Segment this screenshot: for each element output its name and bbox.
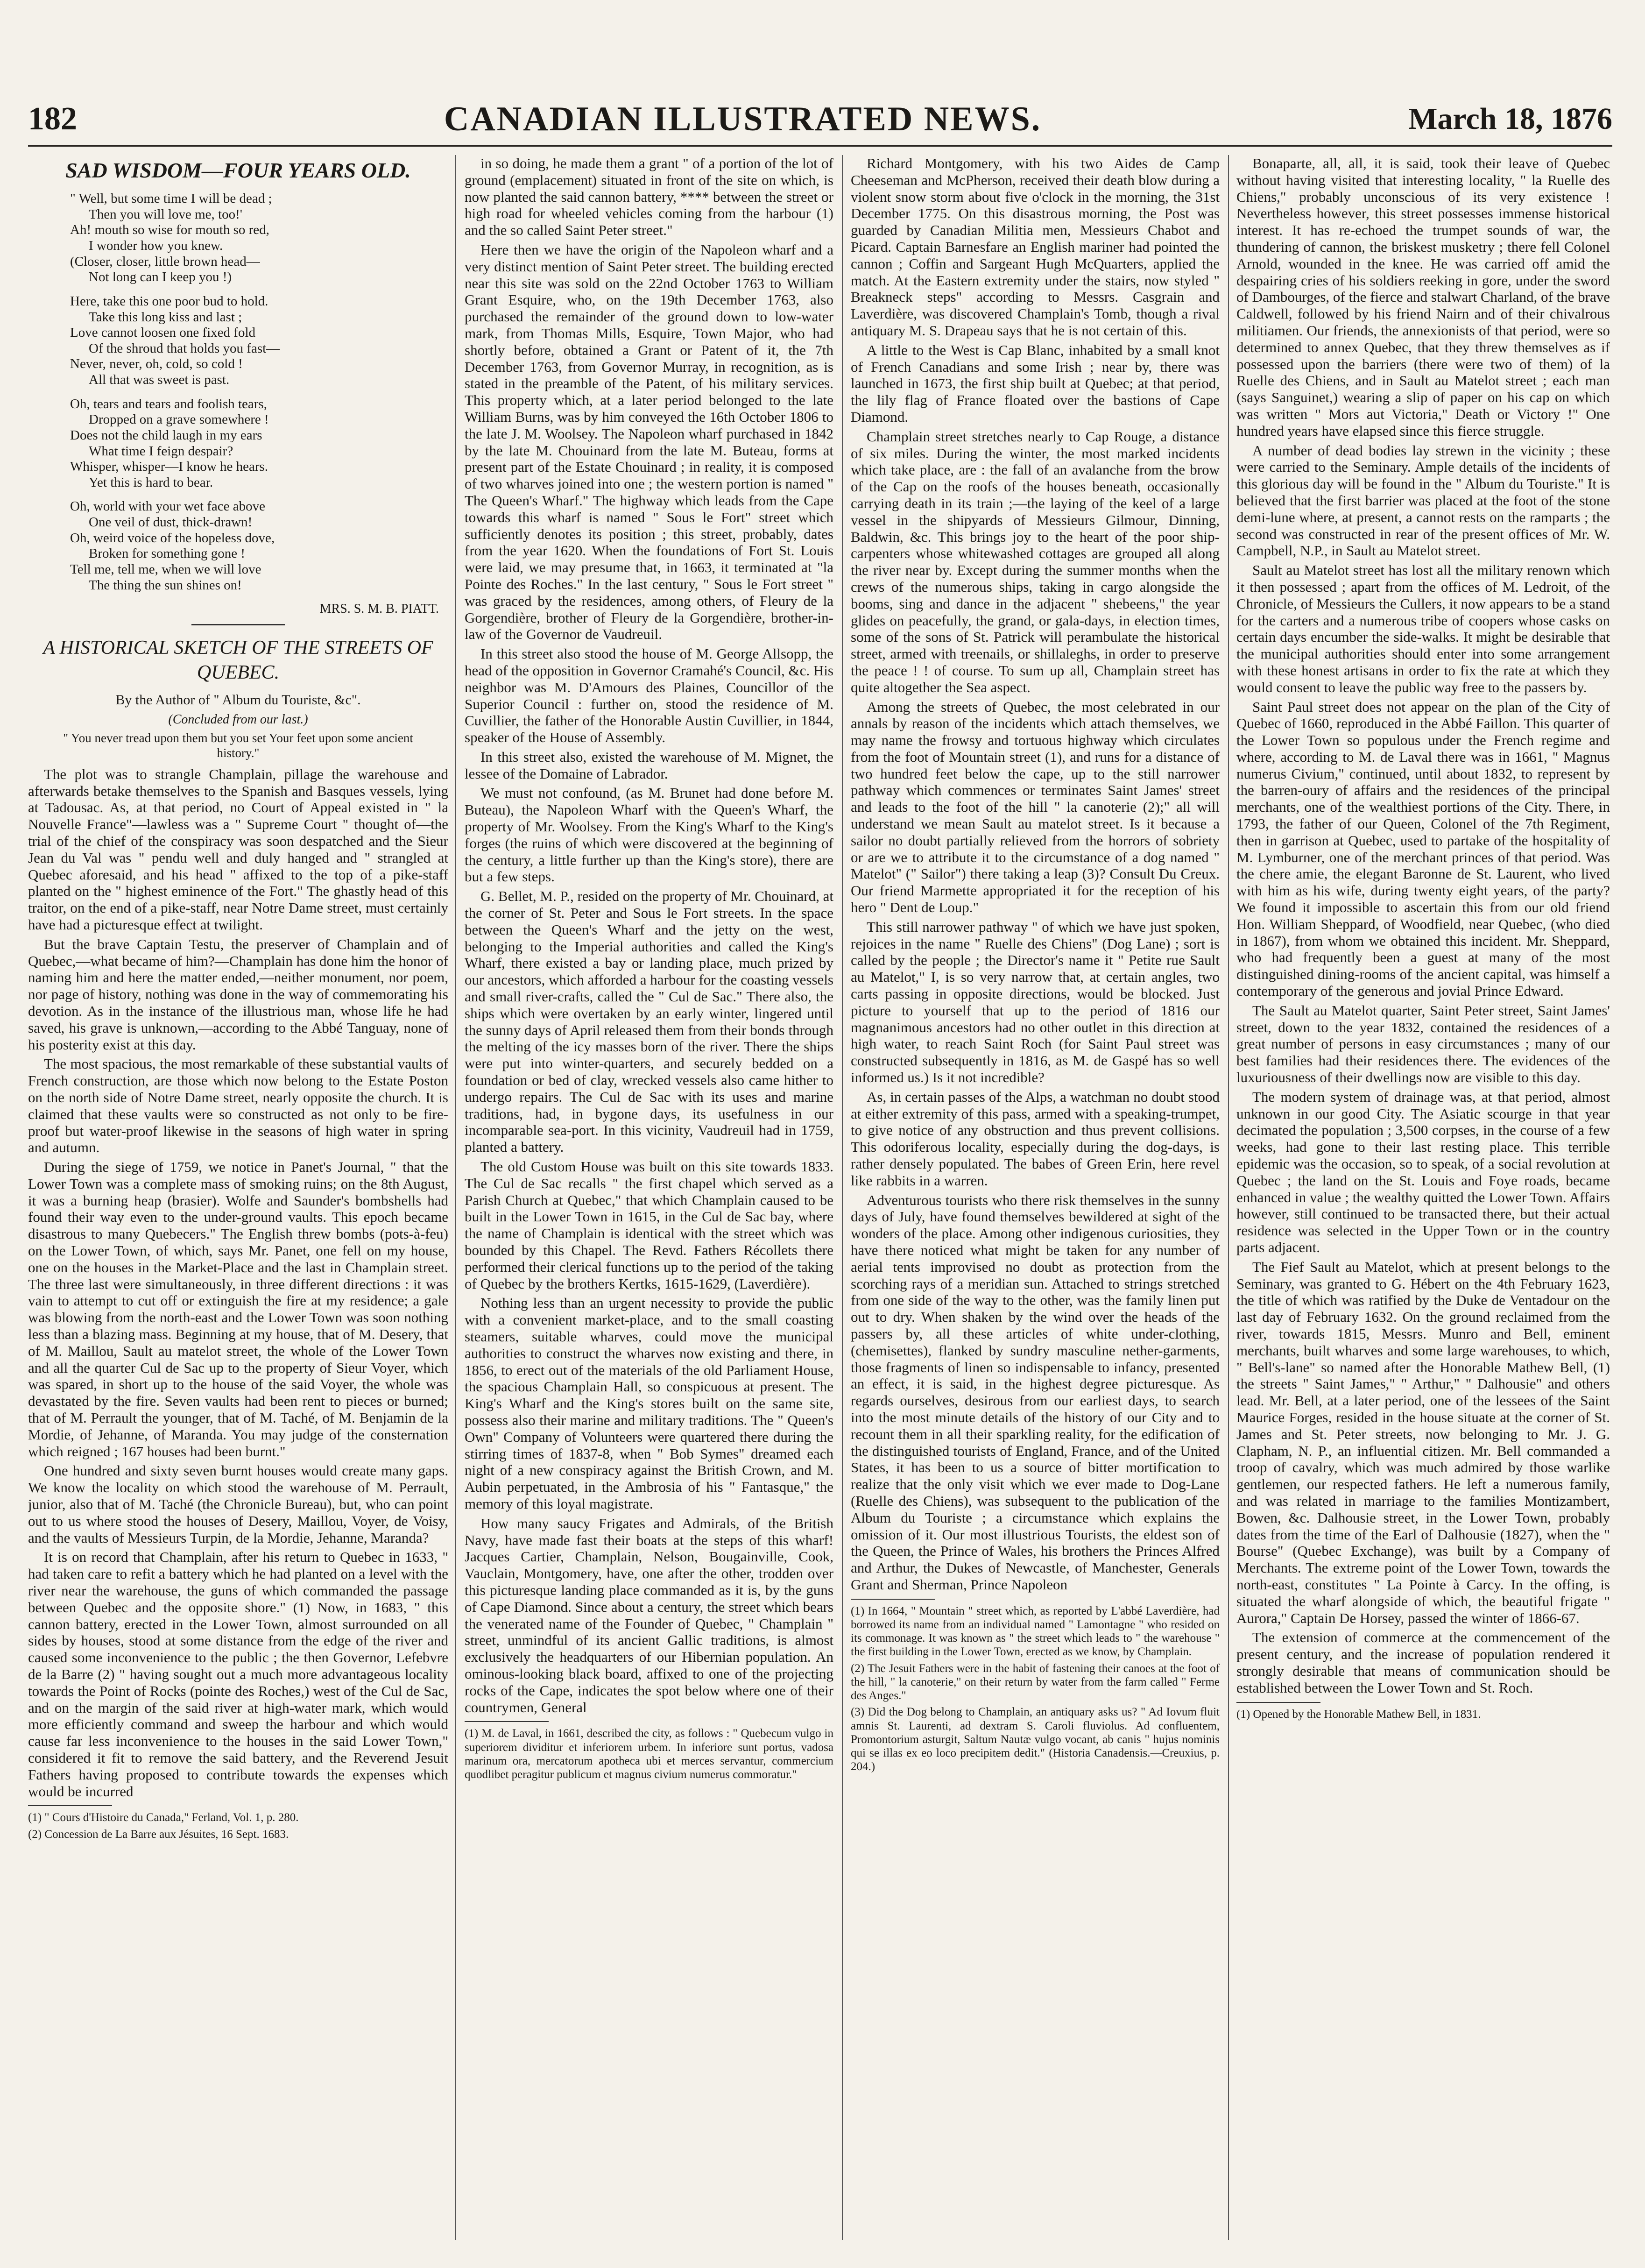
paragraph: The extension of commerce at the commencement of the present century, and the increase of population rendered it strongly desirable that means of communication should be established between the Lower Town and St. Roch.: [1236, 1629, 1610, 1696]
paragraph: But the brave Captain Testu, the preserver of Champlain and of Quebec,—what became of him?—Champlain has done him the honor of naming him and here the matter ended,—neither monument, nor poem, nor page of history, nothing was done in the way of commemorating his devotion. As in the instance of the illustrious man, whose life he had saved, his grave is unknown,—according to the Abbé Tanguay, none of his posterity exist at this day.: [28, 936, 448, 1053]
poem-line: Then you will love me, too!': [89, 206, 242, 222]
poem-body: [70, 191, 448, 593]
column-rule: [842, 155, 843, 2240]
poem-line: Never, never, oh, cold, so cold !: [70, 356, 243, 372]
poem-line: I wonder how you knew.: [89, 238, 223, 253]
paragraph: Bonaparte, all, all, it is said, took their leave of Quebec without having visited that interesting locality, " la Ruelle des Chiens," probably unconscious of its very existence ! Nevertheless however, this street possesses immense historical interest. It has re-echoed the trumpet sounds of war, the thundering of cannon, the briskest musketry ; there fell Colonel Arnold, wounded in the knee. He was carried off amid the despairing cries of his soldiers reeking in gore, under the sword of Dambourges, of the fierce and stalwart Charland, of the brave Caldwell, followed by his friend Nairn and of their chivalrous militiamen. Our friends, the annexionists of that period, were so determined to annex Quebec, that they threw themselves as if possessed upon the barriers (there were two of them) of la Ruelle des Chiens, and in Sault au Matelot street ; each man (says Sanguinet,) wearing a slip of paper on his cap on which was written " Mors aut Victoria," Death or Victory !" One hundred years have elapsed since this fierce struggle.: [1236, 155, 1610, 439]
paragraph: A little to the West is Cap Blanc, inhabited by a small knot of French Canadians and some Irish ; near by, there was launched in 1673, the first ship built at Quebec; at that period, the lily flag of France floated over the bastions of Cape Diamond.: [851, 341, 1220, 425]
poem-line: Oh, world with your wet face above: [70, 499, 265, 514]
poem-stanza: [70, 191, 448, 285]
paragraph: During the siege of 1759, we notice in Panet's Journal, " that the Lower Town was a complete mass of smoking ruins; on the 8th August, it was a burning heap (brasier). Wolfe and Saunder's bombshells had found their way even to the under-ground vaults. This epoch became disastrous to many Quebecers." The English threw bombs (pots-à-feu) on the Lower Town, of which, says Mr. Panet, one fell on my house, one on the houses in the Market-Place and the last in Champlain street. The three last were simultaneously, in three different directions : it was vain to attempt to cut off or extinguish the fire at my residence; a gale was blowing from the north-east and the Lower Town was soon nothing less than a blazing mass. Beginning at my house, that of M. Desery, that of M. Maillou, Sault au matelot street, the whole of the Lower Town and all the quarter Cul de Sac up to the property of Sieur Voyer, which was spared, in short up to the house of the said Voyer, the whole was devastated by the fire. Seven vaults had been rent to pieces or burned; that of M. Perrault the younger, that of M. Taché, of M. Benjamin de la Mordie, of Jehanne, of Maranda. You may judge of the consternation which reigned ; 167 houses had been burnt.": [28, 1159, 448, 1460]
poem-line: Take this long kiss and last ;: [89, 309, 242, 325]
footnote: (1) " Cours d'Histoire du Canada," Ferland, Vol. 1, p. 280.: [28, 1811, 299, 1824]
continuation-note: (Concluded from our last.): [168, 712, 308, 727]
paragraph: The old Custom House was built on this site towards 1833. The Cul de Sac recalls " the first chapel which served as a Parish Church at Quebec," that which Champlain caused to be built in the Lower Town in 1615, in the Cul de Sac bay, where the name of Champlain is identical with the street which was bounded by this Chapel. The Revd. Fathers Récollets there performed their clerical functions up to the period of the taking of Quebec by the brothers Kertks, 1615-1629, (Laverdière).: [465, 1158, 833, 1292]
poem-line: Does not the child laugh in my ears: [70, 427, 262, 443]
poem-line: " Well, but some time I will be dead ;: [70, 191, 272, 206]
poem-line: Not long can I keep you !): [89, 269, 232, 285]
paragraph: Richard Montgomery, with his two Aides de Camp Cheeseman and McPherson, received their death blow during a violent snow storm about five o'clock in the morning, the 31st December 1775. On this disastrous morning, the Post was guarded by Canadian Militia men, Messieurs Chabot and Picard. Captain Barnesfare an English mariner had pointed the cannon ; Coffin and Sargeant Hugh McQuarters, applied the match. At the Eastern extremity under the stairs, now styled " Breakneck steps" according to Messrs. Casgrain and Laverdière, was discovered Champlain's Tomb, though a rival antiquary M. S. Drapeau says that he is not certain of this.: [851, 155, 1220, 339]
poem-author: MRS. S. M. B. PIATT.: [319, 602, 439, 617]
poem-line: Dropped on a grave somewhere !: [89, 412, 269, 427]
newspaper-title: CANADIAN ILLUSTRATED NEWS.: [444, 99, 1042, 138]
paragraph: It is on record that Champlain, after his return to Quebec in 1633, " had taken care to refit a battery which he had planted on a level with the river near the warehouse, the guns of which commanded the passage between Quebec and the opposite shore." (1) Now, in 1683, " this cannon battery, erected in the Lower Town, almost surrounded on all sides by houses, stood at some distance from the edge of the river and caused some inconvenience to the public ; the then Governor, Lefebvre de la Barre (2) " having sought out a much more advantageous locality towards the Point of Rocks (pointe des Roches,) west of the Cul de Sac, and on the margin of the said river at high-water mark, which would more efficiently command and sweep the harbour and which would cause far less inconvenience to the houses in the said Lower Town," considered it fit to remove the said battery, and the Reverend Jesuit Fathers having proposed to contribute towards the expenses which would be incurred: [28, 1549, 448, 1800]
paragraph: Sault au Matelot street has lost all the military renown which it then possessed ; apart from the offices of M. Ledroit, of the Chronicle, of Messieurs the Cullers, it now appears to be a stand for the carters and a numerous tribe of coopers whose casks on certain days encumber the side-walks. It might be desirable that the municipal authorities should enter into some arrangement with these honest artisans in order to fix the rate at which they would consent to leave the public way free to the passers by.: [1236, 562, 1610, 695]
paragraph: One hundred and sixty seven burnt houses would create many gaps. We know the locality on which stood the warehouse of M. Perrault, junior, also that of M. Taché (the Chronicle Bureau), but, who can point out to us where stood the houses of Desery, Maillou, Voyer, de Voisy, and the vaults of Messieurs Turpin, de la Mordie, Jehanne, Maranda?: [28, 1462, 448, 1546]
poem-line: Here, take this one poor bud to hold.: [70, 293, 268, 309]
poem-line: Love cannot loosen one fixed fold: [70, 325, 256, 340]
poem-line: Whisper, whisper—I know he hears.: [70, 459, 268, 475]
column-rule: [1228, 155, 1229, 2240]
footnote-rule: [1236, 1702, 1320, 1703]
paragraph: in so doing, he made them a grant " of a portion of the lot of ground (emplacement) situated in front of the site on which, is now planted the said cannon battery, **** between the street or high road for wheeled vehicles coming from the harbour (1) and the so called Saint Peter street.": [465, 155, 833, 239]
paragraph: Among the streets of Quebec, the most celebrated in our annals by reason of the incidents which attach themselves, we may name the frowsy and tortuous highway which circulates from the foot of Mountain street (1), and runs for a distance of two hundred feet below the cape, up to the still narrower pathway which commences or terminates Saint James' street and leads to the foot of the hill " la canoterie (2);" all will understand we mean Sault au matelot street. Is it because a sailor no doubt partially relieved from the horrors of sobriety or are we to attribute it to the circumstance of a dog named " Matelot" (" Sailor") there taking a leap (3)? Consult Du Creux. Our friend Marmette appropriated it for the reception of his hero " Dent de Loup.": [851, 698, 1220, 916]
article-title: A HISTORICAL SKETCH OF THE STREETS OF QUEBEC.: [43, 637, 433, 683]
paragraph: How many saucy Frigates and Admirals, of the British Navy, have made fast their boats at the steps of this wharf! Jacques Cartier, Champlain, Nelson, Bougainville, Cook, Vauclain, Montgomery, have, one after the other, trodden over this picturesque landing place commanded as it is, by the guns of Cape Diamond. Since about a century, the street which bears the venerated name of the Founder of Quebec, " Champlain " street, unmindful of its ancient Gallic traditions, is almost exclusively the headquarters of our Hibernian population. An ominous-looking black board, affixed to one of the projecting rocks of the Cape, indicates the spot below where one of their countrymen, General: [465, 1515, 833, 1715]
footnote-rule: [28, 1805, 112, 1806]
poem-line: Oh, tears and tears and foolish tears,: [70, 396, 267, 411]
paragraph: The Sault au Matelot quarter, Saint Peter street, Saint James' street, down to the year 1832, contained the residences of a great number of persons in easy circumstances ; many of our best families had their residences there. The evidences of the luxuriousness of their dwellings now are visible to this day.: [1236, 1002, 1610, 1086]
paragraph: Nothing less than an urgent necessity to provide the public with a convenient market-place, and to the small coasting steamers, suitable wharves, could move the municipal authorities to construct the wharves now existing and there, in 1856, to erect out of the materials of the old Parliament House, the spacious Champlain Hall, so conspicuous at present. The King's Wharf and the King's stores built on the same site, possess also their marine and military traditions. The " Queen's Own" Company of Volunteers were quartered there during the stirring times of 1837-8, when " Bob Symes" dreamed each night of a new conspiracy against the British Crown, and M. Aubin perpetuated, in the Ambrosia of his " Fantasque," the memory of this loyal magistrate.: [465, 1295, 833, 1512]
poem-stanza: [70, 294, 448, 388]
paragraph: We must not confound, (as M. Brunet had done before M. Buteau), the Napoleon Wharf with the Queen's Wharf, the property of Mr. Woolsey. From the King's Wharf to the King's forges (the ruins of which were discovered at the beginning of the century, a little further up than the King's store), there are but a few steps.: [465, 785, 833, 885]
footnote: (1) Opened by the Honorable Mathew Bell, in 1831.: [1236, 1708, 1481, 1721]
poem-title: SAD WISDOM—FOUR YEARS OLD.: [65, 158, 411, 182]
poem-line: Yet this is hard to bear.: [89, 475, 213, 490]
paragraph: In this street also, existed the warehouse of M. Mignet, the lessee of the Domaine of Labrador.: [465, 748, 833, 782]
column-3: [851, 155, 1220, 2249]
paragraph: Saint Paul street does not appear on the plan of the City of Quebec of 1660, reproduced in the Abbé Faillon. This quarter of the Lower Town so populous under the French regime and where, according to M. de Laval there was in 1661, " Magnus numerus Civium," continued, until about 1832, to represent by the barren-oury of affairs and the residences of the principal merchants, one of the wealthiest portions of the City. There, in 1793, the father of our Queen, Colonel of the 7th Regiment, then in garrison at Quebec, used to partake of the hospitality of M. Lymburner, one of the merchant princes of that period. Was the chere amie, the elegant Baronne de St. Laurent, who lived with him as his wife, during twenty eight years, of the party? We found it impossible to ascertain this from our old friend Hon. William Sheppard, of Woodfield, near Quebec, (who died in 1867), from whom we obtained this incident. Mr. Sheppard, who had frequently been a guest at many of the most distinguished dining-rooms of the ancient capital, was himself a contemporary of the generous and jovial Prince Edward.: [1236, 698, 1610, 999]
poem-stanza: [70, 499, 448, 593]
paragraph: The most spacious, the most remarkable of these substantial vaults of French construction, are those which now belong to the Estate Poston on the north side of Notre Dame street, nearly opposite the church. It is claimed that these vaults were so constructed as not only to be fire-proof but water-proof likewise in the seasons of high water in spring and autumn.: [28, 1056, 448, 1156]
column-4: [1236, 155, 1610, 2249]
poem-line: Of the shroud that holds you fast—: [89, 340, 280, 356]
poem-line: All that was sweet is past.: [89, 372, 230, 387]
footnote: (1) In 1664, " Mountain " street which, as reported by L'abbé Laverdière, had borrowed its name from an individual named " Lamontagne " who resided on its commonage. It was known as " the street which leads to " the warehouse " the first building in the Lower Town, erected as we know, by Champlain.: [851, 1604, 1220, 1658]
paragraph: A number of dead bodies lay strewn in the vicinity ; these were carried to the Seminary. Ample details of the incidents of this glorious day will be found in the " Album du Touriste." It is believed that the first barrier was placed at the foot of the stone demi-lune where, at present, a cannot rests on the ramparts ; the second was constructed in rear of the present offices of Mr. W. Campbell, N.P., in Sault au Matelot street.: [1236, 442, 1610, 559]
paragraph: In this street also stood the house of M. George Allsopp, the head of the opposition in Governor Cramahé's Council, &c. His neighbor was M. D'Amours des Plaines, Councillor of the Superior Council : further on, stood the residence of M. Cuvillier, the father of the Honorable Austin Cuvillier, in 1844, speaker of the House of Assembly.: [465, 645, 833, 746]
footnote: (3) Did the Dog belong to Champlain, an antiquary asks us? " Ad Iovum fluit amnis St. Laurenti, ad dextram S. Caroli fluviolus. Ad confluentem, Promontorium asturgit, Saltum Nautæ vulgo vocant, ab canis " hujus nominis qui se illas ex eo loco precipitem dedit." (Historia Canadensis.—Creuxius, p. 204.): [851, 1706, 1220, 1773]
section-divider: [191, 624, 285, 625]
poem-line: The thing the sun shines on!: [89, 577, 242, 593]
paragraph: This still narrower pathway " of which we have just spoken, rejoices in the name " Ruelle des Chiens" (Dog Lane) ; sort is called by the people ; the Director's name it " Petite rue Sault au Matelot," I, is so very narrow that, at certain angles, two carts passing in opposite directions, would be blocked. Just picture to yourself that up to the period of 1816 our magnanimous ancestors had no other outlet in this direction at high water, to reach Saint Roch (for Saint Paul street was constructed subsequently in 1816, as M. de Gaspé has so well informed us.) Is it not incredible?: [851, 918, 1220, 1086]
article-byline: By the Author of " Album du Touriste, &c".: [115, 692, 361, 708]
footnote-rule: [851, 1599, 935, 1600]
paragraph: As, in certain passes of the Alps, a watchman no doubt stood at either extremity of this pass, armed with a speaking-trumpet, to give notice of any obstruction and thus prevent collisions. This odoriferous locality, especially during the dog-days, is rather densely populated. The babes of Green Erin, here revel like rabbits in a warren.: [851, 1088, 1220, 1189]
poem-line: What time I feign despair?: [89, 443, 233, 459]
footnote: (2) The Jesuit Fathers were in the habit of fastening their canoes at the foot of the hill, " la canoterie," on their return by water from the farm called " Ferme des Anges.": [851, 1662, 1220, 1702]
poem-stanza: [70, 397, 448, 491]
poem-line: Ah! mouth so wise for mouth so red,: [70, 222, 269, 238]
paragraph: The Fief Sault au Matelot, which at present belongs to the Seminary, was granted to G. Hébert on the 4th February 1623, the title of which was ratified by the Duke de Ventadour on the last day of February 1632. On the ground reclaimed from the river, towards 1815, Messrs. Munro and Bell, eminent merchants, built wharves and some large warehouses, to which, " Bell's-lane" so named after the Honorable Mathew Bell, (1) the streets " Saint James," " Arthur," " Dalhousie" and others lead. Mr. Bell, at a later period, one of the lessees of the Saint Maurice Forges, resided in the house situate at the corner of St. James and St. Peter streets, now belonging to Mr. J. G. Clapham, N. P., an influential citizen. Mr. Bell commanded a troop of cavalry, which was much admired by those warlike gentlemen, our respected fathers. He left a numerous family, and was related in marriage to the families Montizambert, Bowen, &c. Dalhousie street, in the Lower Town, probably dates from the time of the Earl of Dalhousie (1827), when the " Bourse" (Quebec Exchange), was built by a Company of Merchants. The extreme point of the Lower Town, towards the north-east, constitutes " La Pointe à Carcy. In the offing, is situated the wharf alongside of which, the beautiful frigate " Aurora," Captain De Horsey, passed the winter of 1866-67.: [1236, 1258, 1610, 1626]
issue-date: March 18, 1876: [1408, 102, 1612, 136]
page-header: [28, 93, 1612, 147]
poem-line: One veil of dust, thick-drawn!: [89, 515, 253, 530]
article-epigraph: " You never tread upon them but you set Your feet upon some ancient history.": [63, 731, 413, 760]
column-2: [465, 155, 833, 2249]
poem-line: Tell me, tell me, when we will love: [70, 561, 261, 577]
poem-line: Oh, weird voice of the hopeless dove,: [70, 530, 275, 546]
footnote: (1) M. de Laval, in 1661, described the city, as follows : " Quebecum vulgo in superiorem dividitur et inferiorem urbem. In inferiore sunt portus, vadosa marinum ora, mercatorum apotheca ubi et merces servantur, commercium quodlibet peragitur publicum et magnus civium numerus commoratur.": [465, 1727, 833, 1781]
footnote: (2) Concession de La Barre aux Jésuites, 16 Sept. 1683.: [28, 1828, 289, 1841]
paragraph: Adventurous tourists who there risk themselves in the sunny days of July, have found themselves bewildered at sight of the wonders of the place. Among other indigenous curiosities, they have there noticed what might be taken for any number of aerial tents improvised no doubt as protection from the scorching rays of a meridian sun. Attached to strings stretched from one side of the way to the other, was the family linen put out to dry. When shaken by the wind over the heads of the passers by, all these articles of white under-clothing, (chemisettes), flanked by sundry masculine nether-garments, those fragments of linen so indispensable to infancy, presented an effect, it is said, in the highest degree picturesque. As regards ourselves, desirous from our earliest days, to search into the most minute details of the history of our City and to recount them in all their sparkling reality, for the edification of the distinguished tourists of England, France, and of the United States, it has been to us a source of bitter mortification to realize that the only visit which we ever made to Dog-Lane (Ruelle des Chiens), was subsequent to the publication of the Album du Touriste ; a circumstance which explains the omission of it. Our most illustrious Tourists, the eldest son of the Queen, the Prince of Wales, his brothers the Princes Alfred and Arthur, the Dukes of Newcastle, of Manchester, Generals Grant and Sherman, Prince Napoleon: [851, 1191, 1220, 1593]
paragraph: Here then we have the origin of the Napoleon wharf and a very distinct mention of Saint Peter street. The building erected near this site was sold on the 22nd October 1763 to William Grant Esquire, who, on the 19th December 1763, also purchased the remainder of the ground down to low-water mark, from Thomas Mills, Esquire, Town Major, who had shortly before, obtained a Grant or Patent of it, the 7th December 1763, from Governor Murray, in recognition, as is stated in the preamble of the Patent, of his military services. This property which, at a later period belonged to the late William Burns, was by him conveyed the 16th October 1806 to the late J. M. Woolsey. The Napoleon wharf purchased in 1842 by the late M. Chouinard from the late M. Buteau, forms at present part of the Estate Chouinard ; in reality, it is composed of two wharves joined into one ; the western portion is named " The Queen's Wharf." The highway which leads from the Cape towards this wharf is named " Sous le Fort" street which sufficiently denotes its position ; this street, probably, dates from the year 1620. When the foundations of Fort St. Louis were laid, we may presume that, in 1663, it terminated at "la Pointe des Roches." In the last century, " Sous le Fort street " was graced by the residences, among others, of Fleury de la Gorgendière, brother of Fleury de la Gorgendière, brother-in-law of the Governor de Vaudreuil.: [465, 241, 833, 643]
footnote-rule: [465, 1721, 549, 1722]
page-number: 182: [28, 101, 77, 137]
column-rule: [455, 155, 456, 2240]
paragraph: Champlain street stretches nearly to Cap Rouge, a distance of six miles. During the winter, the most marked incidents which take place, are : the fall of an avalanche from the brow of the Cap on the roofs of the houses beneath, occasionally carrying death in its train ;—the laying of the keel of a large vessel in the shipyards of Messieurs Gilmour, Dinning, Baldwin, &c. This brings joy to the heart of the poor ship-carpenters whose whitewashed cottages are grouped all along the river near by. Except during the summer months when the crews of the numerous ships, taking in cargo alongside the booms, sing and dance in the adjacent " shebeens," the year glides on peacefully, the grand, or gala-days, in election times, some of the sons of St. Patrick will perambulate the historical street, armed with treenails, or shillaleghs, in order to preserve the peace ! ! of course. To sum up all, Champlain street has quite altogether the Sea aspect.: [851, 428, 1220, 695]
paragraph: The modern system of drainage was, at that period, almost unknown in our good City. The Asiatic scourge in that year decimated the population ; 3,500 corpses, in the course of a few weeks, had gone to their last resting place. This terrible epidemic was the occasion, so to speak, of a social revolution at Quebec ; the land on the St. Louis and Foye roads, became enhanced in value ; the wealthy quitted the Lower Town. Affairs however, still continued to be transacted there, but their actual residence was selected in the Upper Town or in the country parts adjacent.: [1236, 1088, 1610, 1255]
poem-line: Broken for something gone !: [89, 546, 246, 561]
paragraph: G. Bellet, M. P., resided on the property of Mr. Chouinard, at the corner of St. Peter and Sous le Fort streets. In the space between the Queen's Wharf and the jetty on the west, belonging to the Imperial authorities and called the King's Wharf, there existed a bay or landing place, much prized by our ancestors, which afforded a harbour for the coasting vessels and small river-crafts, called the " Cul de Sac." There also, the ships which were overtaken by an early winter, lingered until the sunny days of April released them from their bonds through the melting of the icy masses born of the river. There the ships were put into winter-quarters, and securely bedded on a foundation or bed of clay, wrecked vessels also came hither to undergo repairs. The Cul de Sac with its uses and marine traditions, had, in bygone days, its usefulness in our incomparable sea-port. In this vicinity, Vaudreuil had in 1759, planted a battery.: [465, 888, 833, 1155]
column-1: [28, 155, 448, 2249]
paragraph: The plot was to strangle Champlain, pillage the warehouse and afterwards betake themselves to the Spanish and Basques vessels, lying at Tadousac. As, at that period, no Court of Appeal existed in " la Nouvelle France"—lawless was a " Supreme Court " thought of—the trial of the chief of the conspiracy was soon despatched and the Sieur Jean du Val was " pendu well and duly hanged and " strangled at Quebec aforesaid, and his head " affixed to the top of a pike-staff planted on the " highest eminence of the Fort." The ghastly head of this traitor, on the end of a pike-staff, near Notre Dame street, must certainly have had a picturesque effect at twilight.: [28, 765, 448, 933]
poem-line: (Closer, closer, little brown head—: [70, 254, 260, 269]
